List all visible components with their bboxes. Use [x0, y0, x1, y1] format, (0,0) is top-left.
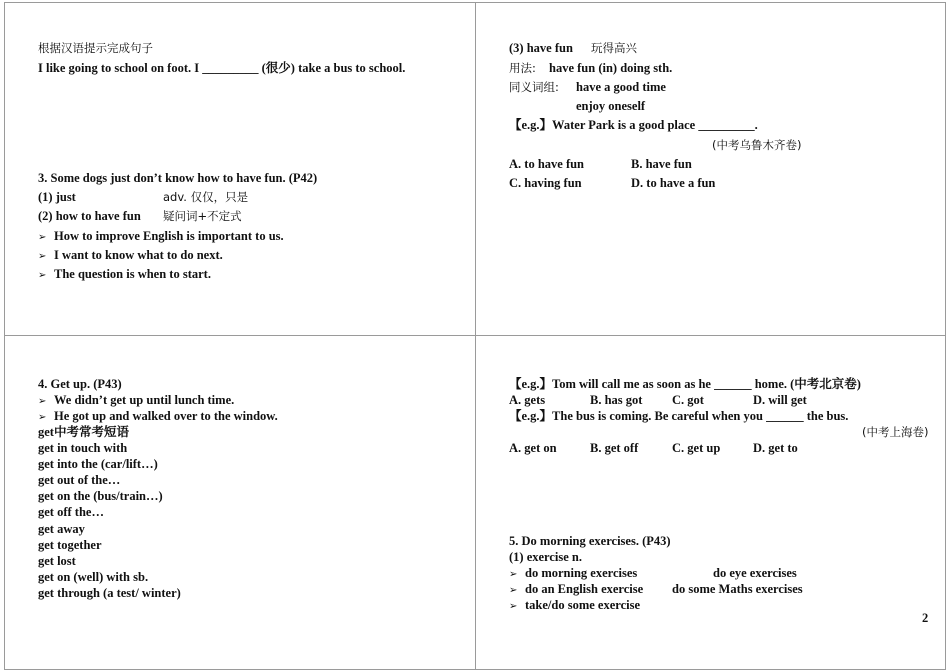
- bullet-item: ➢ do an English exercise: [509, 582, 644, 596]
- usage-text: have fun (in) doing sth.: [549, 61, 673, 75]
- bullet-item: ➢ I want to know what to do next.: [38, 248, 223, 262]
- page-number: 2: [922, 611, 929, 625]
- usage-label: 用法:: [509, 61, 536, 75]
- example-source: (中考乌鲁木齐卷): [712, 138, 802, 152]
- phrase: get through (a test/ winter): [38, 586, 181, 600]
- example-question: 【e.g.】The bus is coming. Be careful when you ______ the bus.: [509, 409, 849, 423]
- section-title: 5. Do morning exercises. (P43): [509, 534, 671, 548]
- bullet-arrow-icon: ➢: [38, 270, 47, 281]
- bullet-arrow-icon: ➢: [509, 569, 518, 580]
- bullet-item-secondary: do eye exercises: [713, 566, 797, 580]
- option: D. will get: [753, 393, 807, 407]
- option: D. to have a fun: [631, 176, 716, 190]
- bullet-arrow-icon: ➢: [38, 396, 47, 407]
- phrase: get lost: [38, 554, 76, 568]
- example-source: (中考上海卷): [862, 425, 929, 439]
- option: B. have fun: [631, 157, 692, 171]
- bullet-item: ➢ The question is when to start.: [38, 267, 211, 281]
- point-label: (1) just: [38, 190, 76, 204]
- example-question: 【e.g.】Water Park is a good place _________.: [509, 118, 758, 132]
- phrase: get into the (car/lift…): [38, 457, 158, 471]
- phrase: get together: [38, 538, 102, 552]
- phrase: get on the (bus/train…): [38, 489, 163, 503]
- section-title: (3) have fun: [509, 41, 573, 55]
- exercise-header: 根据汉语提示完成句子: [38, 41, 153, 55]
- point-label: (2) how to have fun: [38, 209, 141, 223]
- bullet-item: ➢ How to improve English is important to us.: [38, 229, 284, 243]
- vertical-divider: [475, 2, 476, 670]
- horizontal-divider: [4, 335, 945, 336]
- phrase: get away: [38, 522, 85, 536]
- phrase: get out of the…: [38, 473, 121, 487]
- section-title: 3. Some dogs just don’t know how to have fun. (P42): [38, 171, 318, 185]
- phrase-header: get中考常考短语: [38, 425, 129, 439]
- section-title: 4. Get up. (P43): [38, 377, 122, 391]
- bullet-item: ➢ do morning exercises: [509, 566, 638, 580]
- phrase: get in touch with: [38, 441, 128, 455]
- option: A. to have fun: [509, 157, 585, 171]
- bullet-arrow-icon: ➢: [509, 585, 518, 596]
- option: C. got: [672, 393, 704, 407]
- point-label: (1) exercise n.: [509, 550, 583, 564]
- example-question: 【e.g.】Tom will call me as soon as he ______ home. (中考北京卷): [509, 377, 861, 391]
- bullet-item: ➢ take/do some exercise: [509, 598, 641, 612]
- synonym-phrase: have a good time: [576, 80, 666, 94]
- point-definition: adv. 仅仅，只是: [163, 190, 249, 204]
- option: B. has got: [590, 393, 643, 407]
- option: D. get to: [753, 441, 798, 455]
- synonym-label: 同义词组:: [509, 80, 559, 94]
- bullet-item: ➢ We didn’t get up until lunch time.: [38, 393, 235, 407]
- option: C. get up: [672, 441, 721, 455]
- synonym-phrase: enjoy oneself: [576, 99, 646, 113]
- bullet-item-secondary: do some Maths exercises: [672, 582, 803, 596]
- bullet-item: ➢ He got up and walked over to the window.: [38, 409, 278, 423]
- section-title-cn: 玩得高兴: [591, 41, 637, 55]
- point-definition: 疑问词+不定式: [163, 209, 242, 223]
- phrase: get off the…: [38, 505, 104, 519]
- bullet-arrow-icon: ➢: [38, 232, 47, 243]
- bullet-arrow-icon: ➢: [38, 412, 47, 423]
- option: C. having fun: [509, 176, 582, 190]
- bullet-arrow-icon: ➢: [509, 601, 518, 612]
- bullet-arrow-icon: ➢: [38, 251, 47, 262]
- option: A. gets: [509, 393, 546, 407]
- option: A. get on: [509, 441, 557, 455]
- option: B. get off: [590, 441, 639, 455]
- phrase: get on (well) with sb.: [38, 570, 149, 584]
- exercise-sentence: I like going to school on foot. I _________ (很少) take a bus to school.: [38, 61, 406, 75]
